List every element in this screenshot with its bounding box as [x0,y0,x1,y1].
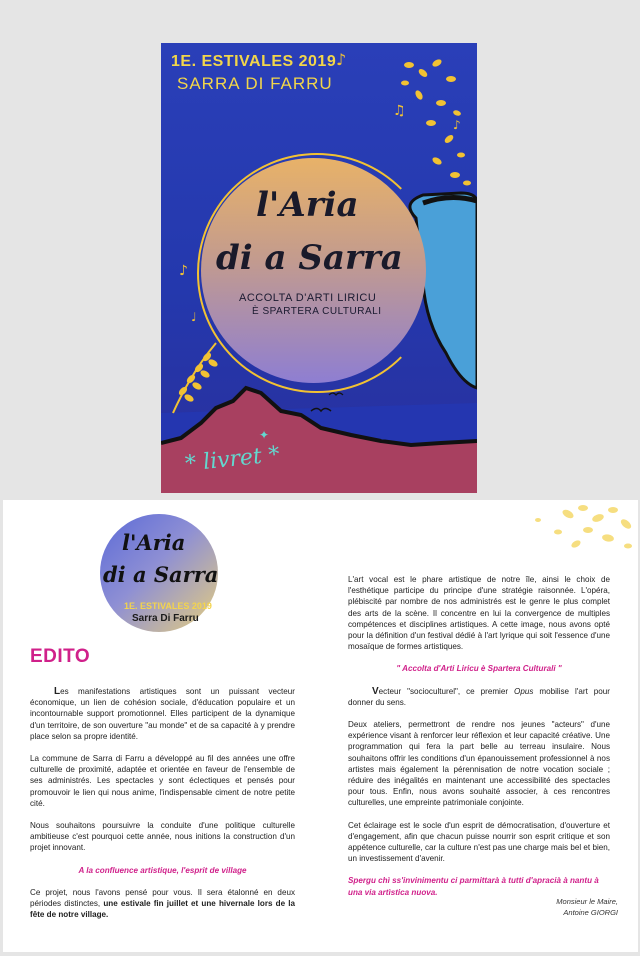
logo-title-line1: l'Aria [122,530,186,555]
edito-left-column [30,686,295,931]
gold-splash-decoration [438,500,638,560]
svg-text:✦: ✦ [259,428,270,442]
drop-lead-letter: L [54,686,61,697]
left-paragraph-2: La commune de Sarra di Farru a développé au fil des années une offre culturelle de proximité, adaptée et orientée en faveur de l'ensemble de ses administrés. Les spectacles y sont éclectiques et pensés pour promouvoir le lien qui nous anime, l'indispensable ciment de notre petite cité. [30,754,295,808]
left-paragraph-4 [30,887,295,921]
svg-text:♩: ♩ [191,310,197,324]
right-paragraph-3: Deux ateliers, permettront de rendre nos jeunes "acteurs" d'une expérience visant à renforcer leur réflexion et leur capacité créative. Une programmation qui fera la part belle au terreau insulaire. Nous souhaitons offrir les conditions d'un épanouissement professionnel à nos artistes mais également la pérennisation de notre vocation sociale ; réduire des inégalités en maintenant une accessibilité des spectacles pour tous. Enfin, nous avons souhaité associer, à ces rencontres culturelles, une empreinte patrimoniale conjointe. [348,720,610,808]
logo-place: Sarra Di Farru [132,613,199,624]
right-closing-line: Spergu chì ss'invinimentu ci parmittarà à tutti d'apracià à nantu à una via artìstica nuova. [348,876,599,897]
right-paragraph-2-text-end: mobilise l'art pour donner du sens. [348,686,610,707]
logo-edition: 1E. ESTIVALES 2019 [124,601,212,611]
left-paragraph-4-text: Ce projet, nous l'avons pensé pour vous. Il sera étalonné en deux périodes distinctes, [30,887,295,909]
left-paragraph-1 [30,686,295,742]
edito-heading: EDITO [30,646,91,667]
signature-title: Monsieur le Maire, [556,897,618,906]
svg-text:♪: ♪ [336,50,347,69]
cover-place: SARRA DI FARRU [177,74,333,93]
edito-page [3,500,638,952]
livret-cover [161,43,477,493]
cover-title-line1: l'Aria [256,185,359,225]
right-paragraph-2-text: ecteur "socioculturel", ce premier [378,686,515,696]
cover-edition: 1E. ESTIVALES 2019 [171,53,337,70]
left-paragraph-4-bold: une estivale fin juillet et une hivernale lors de la fête de notre village. [30,899,295,920]
left-accent-line: A la confluence artistique, l'esprit de village [78,865,247,875]
cover-subtitle-line2: È SPARTERA CULTURALI [252,306,382,317]
signature-name: Antoine GIORGI [563,908,618,917]
drop-lead-letter: V [372,685,379,697]
right-paragraph-2 [348,686,610,708]
svg-text:♫: ♫ [393,103,406,119]
cover-subtitle-line1: ACCOLTA D'ARTI LIRICU [239,292,377,304]
cover-livret-label: * livret * [183,442,281,477]
svg-text:♪: ♪ [453,118,461,132]
edito-right-column [348,574,610,909]
right-paragraph-1: L'art vocal est le phare artistique de notre île, ainsi le choix de l'esthétique participe du principe d'une stratégie raisonnée. L'opéra, plébiscité par nombre de nos administrés est le genre le plus complet des arts de la scène. Il concentre en lui la convergence de multiples compétences et disciplines artistiques. A cette image, nous avons opté pour la définition d'un festival dédié à l'art lyrique qui soit l'essence d'une mosaïque de formes artistiques. [348,575,610,652]
right-paragraph-4: Cet éclairage est le socle d'un esprit de démocratisation, d'ouverture et d'engagement, afin que chacun puisse nourrir son esprit critique et son appétence culturelle, car la culture n'est pas une charge mais bel et bien, un investissement d'avenir. [348,820,610,864]
svg-text:♪: ♪ [179,263,188,279]
left-paragraph-1-text: es manifestations artistiques sont un puissant vecteur économique, un lien de cohésion sociale, d'éducation populaire et un incontournable support promotionnel. Elles participent de la dynamique d'un territoire, de son ouverture "au monde" et de sa capacité à y prendre place selon sa propre identité. [30,687,295,741]
left-paragraph-3: Nous souhaitons poursuivre la conduite d'une politique culturelle ambitieuse c'est pourquoi cette année, nous initions la construction d'un projet innovant. [30,821,295,853]
cover-title-line2: di a Sarra [216,238,403,278]
logo-title-line2: di a Sarra [103,562,219,587]
signature [523,896,618,918]
right-accent-line: " Accolta d'Arti Liricu è Spartera Culturali " [396,664,562,674]
opus-word: Opus [514,686,534,696]
